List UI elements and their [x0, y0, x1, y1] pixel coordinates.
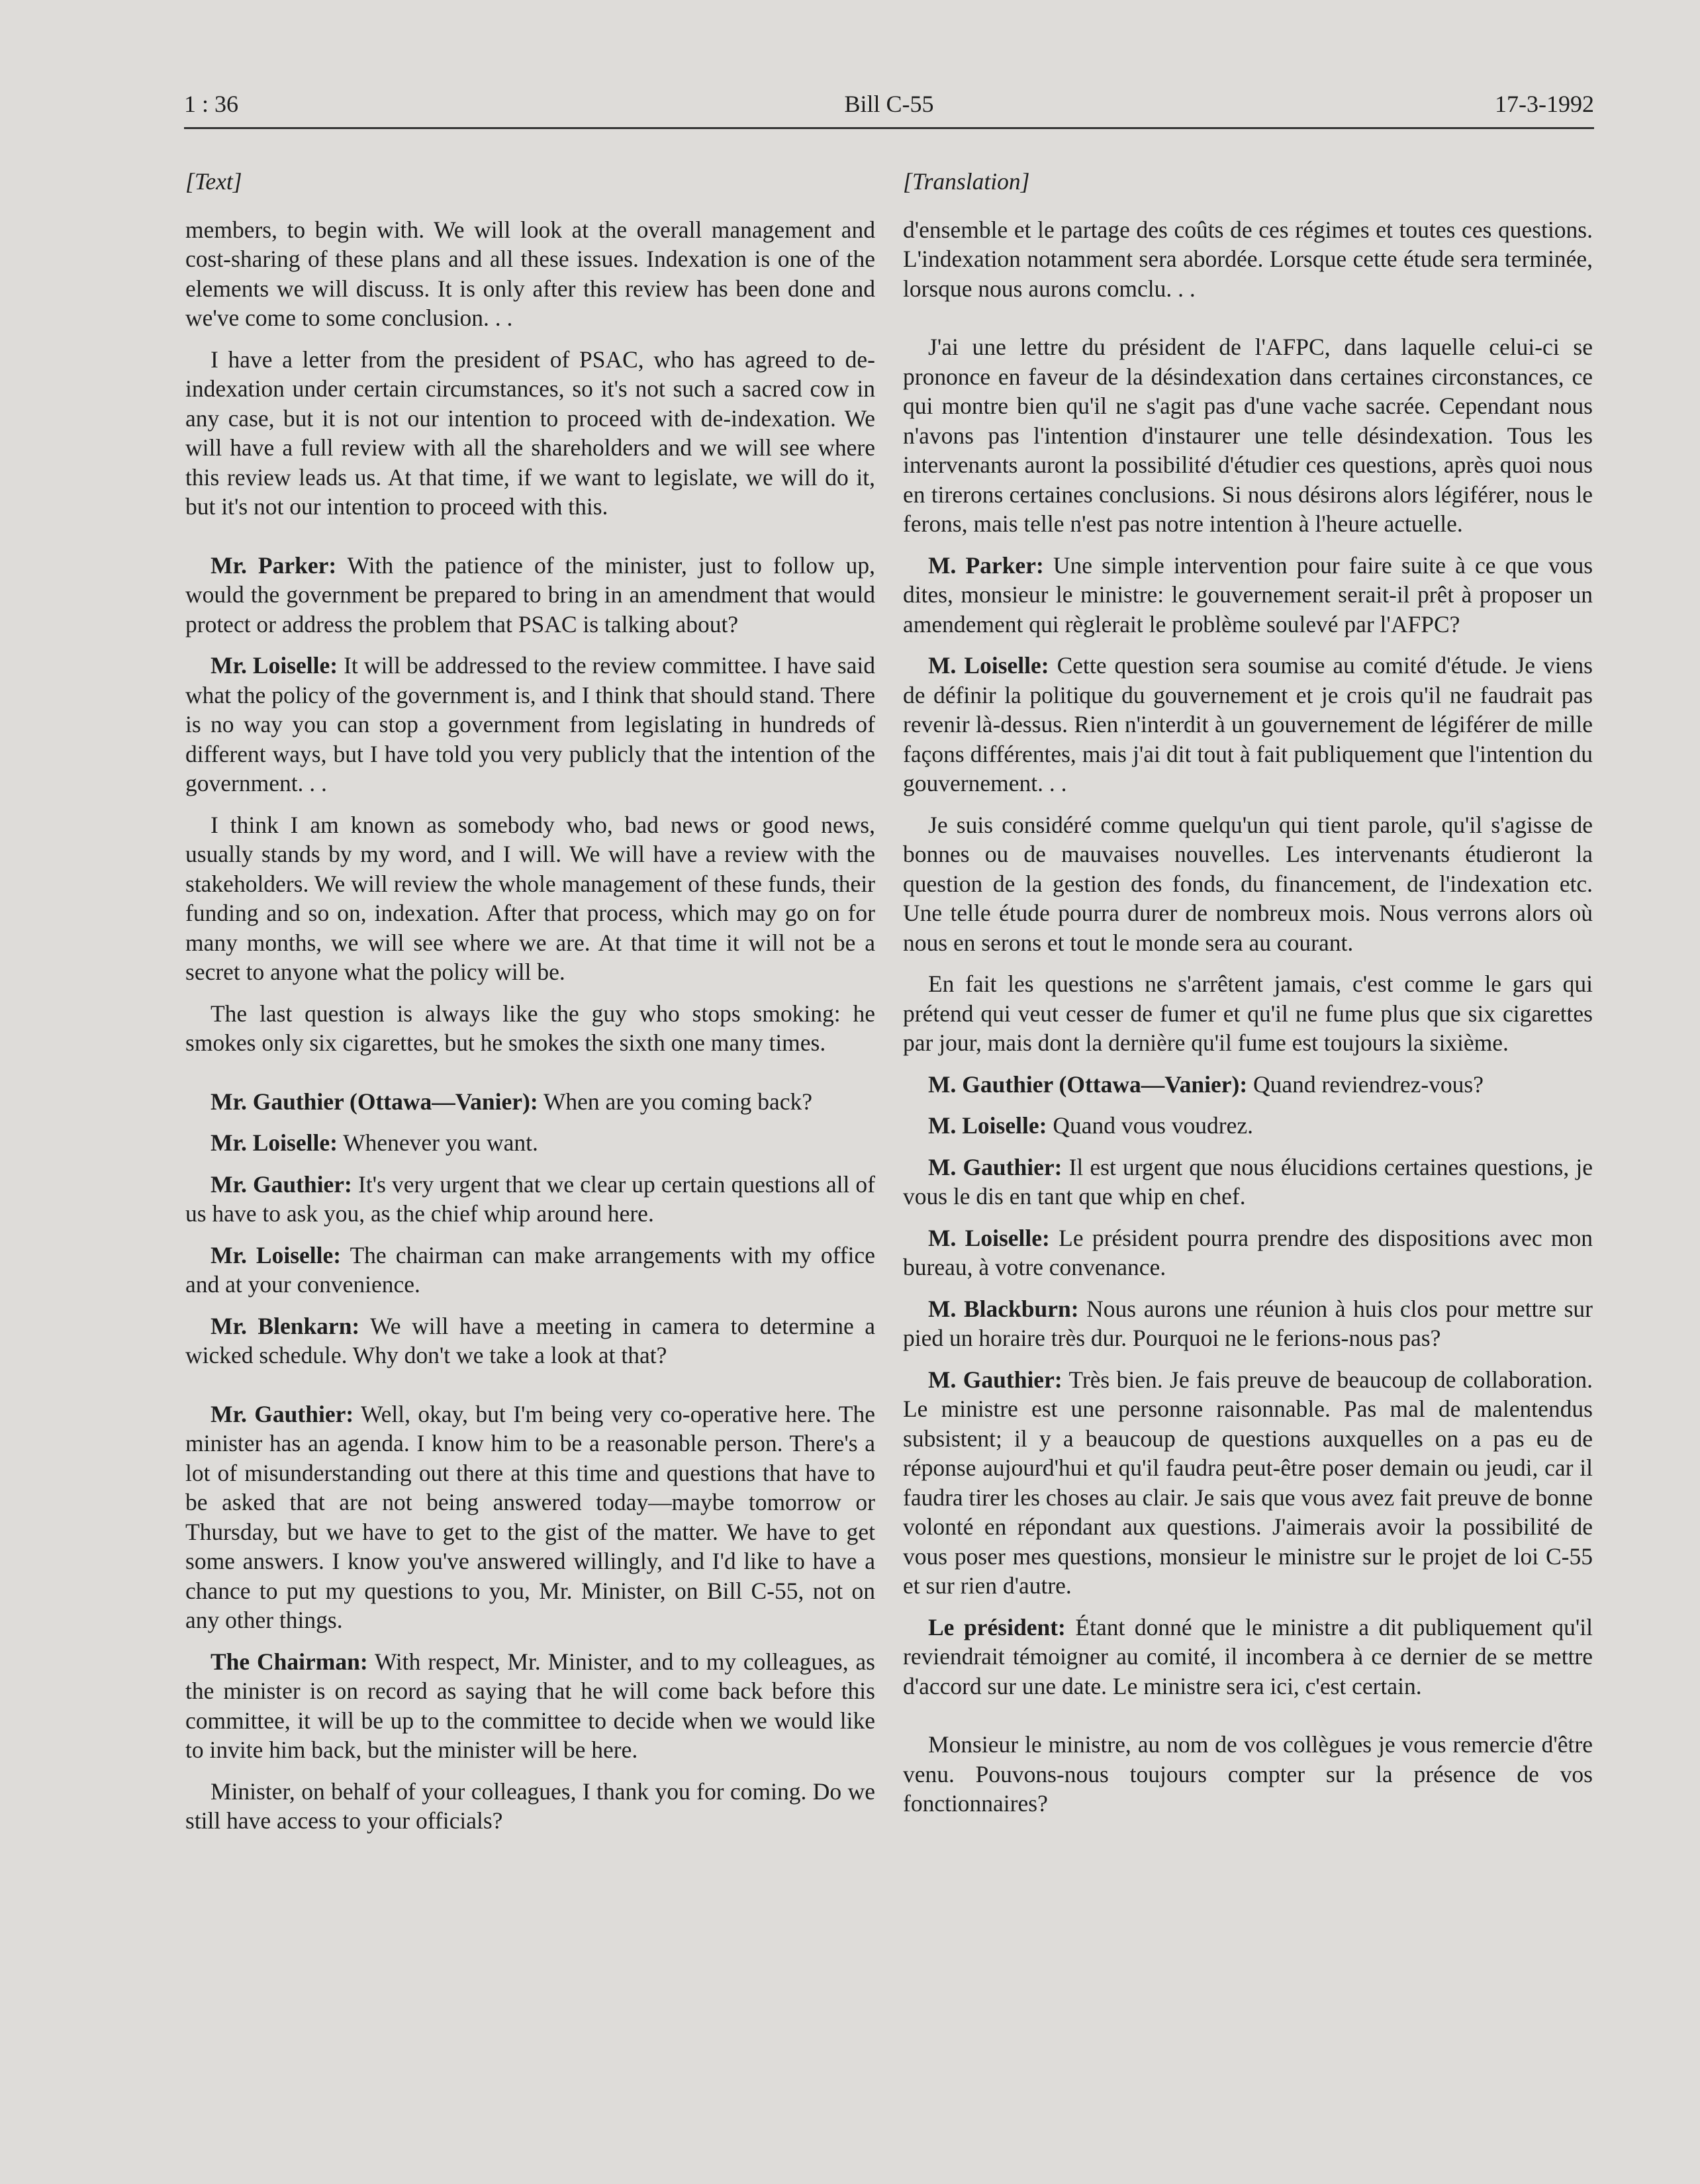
speech-paragraph: Mr. Gauthier (Ottawa—Vanier): When are you coming back?: [211, 1088, 812, 1115]
english-column: [185, 167, 875, 1848]
speaker-name: Mr. Loiselle:: [211, 652, 338, 679]
speaker-name: Mr. Blenkarn:: [211, 1312, 360, 1339]
speaker-name: M. Parker:: [928, 551, 1044, 579]
speech-paragraph: The Chairman: With respect, Mr. Minister, and to my colleagues, as the minister is on record as saying that he will come back before this committee, it will be up to the committee to decide when we would like to invite him back, but the minister will be here.: [185, 1648, 875, 1763]
document-date: 17-3-1992: [1495, 91, 1594, 117]
speech-paragraph: Mr. Loiselle: Whenever you want.: [211, 1129, 538, 1156]
speaker-name: M. Loiselle:: [928, 1224, 1050, 1251]
speech-paragraph: M. Loiselle: Cette question sera soumise au comité d'étude. Je viens de définir la politique du gouvernement et je crois qu'il ne faudrait pas revenir là-dessus. Rien n'interdit à un gouvernement de légiférer de mille façons différentes, mais j'ai dit tout à fait publiquement que l'intention du gouvernement. . .: [903, 652, 1593, 796]
speech-paragraph: Mr. Loiselle: It will be addressed to the review committee. I have said what the policy of the government is, and I think that should stand. There is no way you can stop a government from legislating in hundreds of different ways, but I have told you very publicly that the intention of the government. . .: [185, 652, 876, 796]
page-number: 1 : 36: [184, 91, 239, 117]
speaker-name: Mr. Gauthier:: [211, 1400, 354, 1427]
paragraph: J'ai une lettre du président de l'AFPC, dans laquelle celui-ci se prononce en faveur de la désindexation dans certaines circonstances, ce qui montre bien qu'il ne s'agit pas d'une vache sacrée. Cependant nous n'avons pas l'intention d'instaurer une telle désindexation. Tous les intervenants auront la possibilité d'étudier ces questions, après quoi nous en tirerons certaines conclusions. Si nous désirons alors légiférer, nous le ferons, mais telle n'est pas notre intention à l'heure actuelle.: [903, 334, 1593, 537]
speech-paragraph: M. Gauthier: Il est urgent que nous élucidions certaines questions, je vous le dis en tant que whip en chef.: [903, 1153, 1593, 1210]
page-header: [184, 90, 1594, 126]
speech-paragraph: M. Parker: Une simple intervention pour faire suite à ce que vous dites, monsieur le ministre: le gouvernement serait-il prêt à proposer un amendement qui règlerait le problème soulevé par l'AFPC?: [903, 551, 1593, 638]
speaker-name: Mr. Loiselle:: [211, 1129, 338, 1156]
speech-paragraph: M. Gauthier: Très bien. Je fais preuve de beaucoup de collaboration. Le ministre est une personne raisonnable. Pas mal de malentendus subsistent; il y a beaucoup de questions auxquelles on a pas eu de réponse aujourd'hui et qu'il faudra peut-être poser demain ou jeudi, car il faudra tirer les choses au clair. Je sais que vous avez fait preuve de bonne volonté en répondant aux questions. J'aimerais avoir la possibilité de vous poser mes questions, monsieur le ministre sur le projet de loi C-55 et sur rien d'autre.: [903, 1366, 1593, 1599]
header-rule: [184, 127, 1594, 129]
paragraph: I think I am known as somebody who, bad news or good news, usually stands by my word, and I will. We will have a review with the stakeholders. We will review the whole management of these funds, their funding and so on, indexation. After that process, which may go on for many months, we will see where we are. At that time it will not be a secret to anyone what the policy will be.: [185, 811, 875, 985]
text-label: [Text]: [185, 168, 242, 195]
speech-paragraph: Mr. Loiselle: The chairman can make arrangements with my office and at your convenience.: [185, 1241, 875, 1298]
paragraph: d'ensemble et le partage des coûts de ces régimes et toutes ces questions. L'indexation notamment sera abordée. Lorsque cette étude sera terminée, lorsque nous aurons comclu. . .: [903, 216, 1593, 302]
paragraph: Monsieur le ministre, au nom de vos collègues je vous remercie d'être venu. Pouvons-nous toujours compter sur la présence de vos fonctionnaires?: [903, 1731, 1593, 1817]
speech-paragraph: Mr. Gauthier: It's very urgent that we clear up certain questions all of us have to ask you, as the chief whip around here.: [185, 1170, 876, 1227]
speaker-name: Mr. Gauthier:: [211, 1170, 352, 1198]
document-title: Bill C-55: [844, 91, 934, 117]
speaker-name: Mr. Parker:: [211, 551, 337, 579]
paragraph: members, to begin with. We will look at the overall management and cost-sharing of these plans and all these issues. Indexation is one of the elements we will discuss. It is only after this review has been done and we've come to some conclusion. . .: [185, 216, 875, 331]
speech-paragraph: M. Gauthier (Ottawa—Vanier): Quand reviendrez-vous?: [928, 1070, 1484, 1098]
speaker-name: M. Blackburn:: [928, 1295, 1079, 1322]
paragraph: The last question is always like the guy who stops smoking: he smokes only six cigarettes, but he smokes the sixth one many times.: [185, 1000, 875, 1056]
speaker-name: M. Loiselle:: [928, 1112, 1047, 1139]
speech-paragraph: Mr. Gauthier: Well, okay, but I'm being very co-operative here. The minister has an agenda. I know him to be a reasonable person. There's a lot of misunderstanding out there at this time and questions that have to be asked that are not being answered today—maybe tomorrow or Thursday, but we have to get to the gist of the matter. We have to get some answers. I know you've answered willingly, and I'd like to have a chance to put my questions to you, Mr. Minister, on Bill C-55, not on any other things.: [185, 1400, 876, 1633]
paragraph: I have a letter from the president of PSAC, who has agreed to de-indexation under certain circumstances, so it's not such a sacred cow in any case, but it is not our intention to proceed with de-indexation. We will have a full review with all the shareholders and we will see where this review leads us. At that time, if we want to legislate, we will do it, but it's not our intention to proceed with this.: [185, 346, 875, 520]
paragraph: Minister, on behalf of your colleagues, I thank you for coming. Do we still have access to your officials?: [185, 1778, 875, 1834]
speaker-name: Le président:: [928, 1613, 1066, 1640]
speech-paragraph: Le président: Étant donné que le ministre a dit publiquement qu'il reviendrait témoigner au comité, il incombera à ce dernier de se mettre d'accord sur une date. Le ministre sera ici, c'est certain.: [903, 1613, 1593, 1699]
speaker-name: M. Gauthier:: [928, 1153, 1062, 1180]
speaker-name: Mr. Gauthier (Ottawa—Vanier):: [211, 1088, 538, 1115]
translation-label: [Translation]: [903, 168, 1030, 195]
speaker-name: Mr. Loiselle:: [211, 1241, 342, 1268]
speaker-name: The Chairman:: [211, 1648, 368, 1675]
speaker-name: M. Loiselle:: [928, 652, 1049, 679]
speaker-name: M. Gauthier:: [928, 1366, 1062, 1393]
paragraph: En fait les questions ne s'arrêtent jamais, c'est comme le gars qui prétend qui veut cesser de fumer et qu'il ne fume plus que six cigarettes par jour, mais dont la dernière qu'il fume est toujours la sixième.: [903, 971, 1593, 1056]
french-column: [903, 167, 1593, 1830]
speech-paragraph: M. Blackburn: Nous aurons une réunion à huis clos pour mettre sur pied un horaire très dur. Pourquoi ne le ferions-nous pas?: [903, 1295, 1593, 1351]
paragraph: Je suis considéré comme quelqu'un qui tient parole, qu'il s'agisse de bonnes ou de mauvaises nouvelles. Les intervenants étudieront la question de la gestion des fonds, du financement, de l'indexation etc. Une telle étude pourra durer de nombreux mois. Nous verrons alors où nous en serons et tout le monde sera au courant.: [903, 811, 1593, 956]
speech-paragraph: Mr. Blenkarn: We will have a meeting in camera to determine a wicked schedule. Why don't we take a look at that?: [185, 1312, 875, 1368]
speech-paragraph: M. Loiselle: Quand vous voudrez.: [928, 1112, 1253, 1139]
speaker-name: M. Gauthier (Ottawa—Vanier):: [928, 1070, 1248, 1098]
speech-paragraph: M. Loiselle: Le président pourra prendre des dispositions avec mon bureau, à votre convenance.: [903, 1224, 1593, 1280]
speech-paragraph: Mr. Parker: With the patience of the minister, just to follow up, would the government be prepared to bring in an amendment that would protect or address the problem that PSAC is talking about?: [185, 551, 876, 638]
